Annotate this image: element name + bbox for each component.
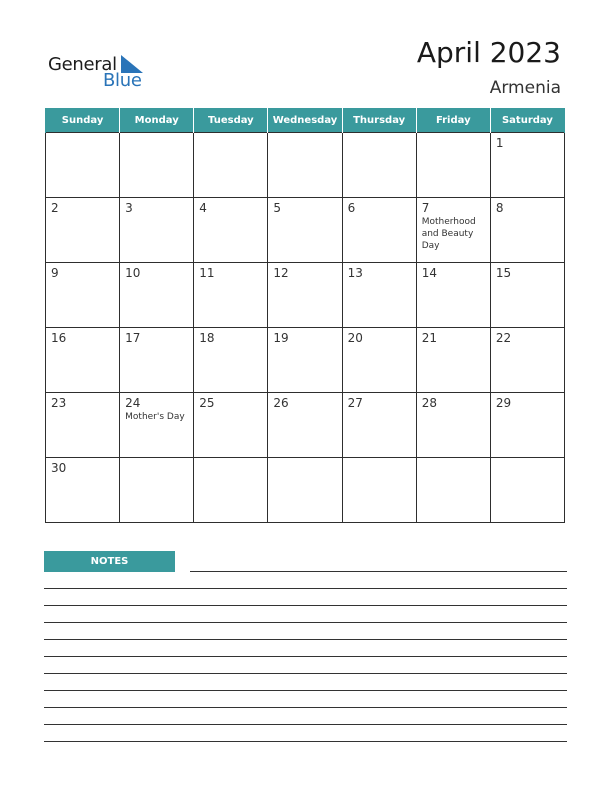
calendar-day-cell <box>416 198 490 263</box>
holiday-label: Mother's Day <box>125 412 185 422</box>
calendar-day-cell <box>194 393 268 458</box>
weekday-header: Monday <box>120 108 194 133</box>
day-number: 5 <box>273 201 282 215</box>
calendar-day-cell <box>342 133 416 198</box>
day-number: 21 <box>421 331 437 345</box>
logo-word-blue: Blue <box>103 70 142 91</box>
day-number: 7 <box>421 201 430 215</box>
notes-writing-line <box>44 656 567 657</box>
day-number: 14 <box>421 266 437 280</box>
calendar-day-cell <box>342 393 416 458</box>
day-number: 19 <box>273 331 289 345</box>
calendar-day-cell <box>46 393 120 458</box>
calendar-day-cell <box>490 458 564 523</box>
calendar-day-cell <box>120 198 194 263</box>
holiday-label: Motherhood and Beauty Day <box>421 217 476 251</box>
notes-writing-line <box>44 639 567 640</box>
calendar-day-cell <box>416 133 490 198</box>
calendar-day-cell <box>120 393 194 458</box>
calendar-day-cell <box>416 263 490 328</box>
calendar-day-cell <box>194 458 268 523</box>
calendar-day-cell <box>46 458 120 523</box>
day-number: 11 <box>199 266 215 280</box>
day-number: 18 <box>199 331 215 345</box>
weekday-header: Sunday <box>46 108 120 133</box>
day-number: 23 <box>51 396 67 410</box>
day-number: 8 <box>495 201 504 215</box>
calendar-day-cell <box>268 263 342 328</box>
calendar-day-cell <box>194 328 268 393</box>
day-number: 10 <box>125 266 141 280</box>
calendar-day-cell <box>46 263 120 328</box>
calendar-day-cell <box>416 328 490 393</box>
calendar-day-cell <box>268 328 342 393</box>
page-title: April 2023 <box>416 36 561 69</box>
day-number: 28 <box>421 396 437 410</box>
day-number: 25 <box>199 396 215 410</box>
calendar-day-cell <box>120 328 194 393</box>
calendar-day-cell <box>194 263 268 328</box>
day-number: 3 <box>125 201 133 215</box>
day-number: 22 <box>495 331 512 345</box>
calendar-day-cell <box>342 198 416 263</box>
day-number: 6 <box>347 201 356 215</box>
notes-writing-line <box>190 571 567 572</box>
calendar-week-row <box>46 198 565 263</box>
weekday-header-row <box>46 108 565 133</box>
weekday-header: Saturday <box>490 108 564 133</box>
day-number: 4 <box>199 201 207 215</box>
generalblue-logo <box>48 52 158 92</box>
calendar-week-row <box>46 458 565 523</box>
calendar-day-cell <box>416 393 490 458</box>
notes-writing-line <box>44 673 567 674</box>
calendar-day-cell <box>416 458 490 523</box>
calendar-day-cell <box>268 133 342 198</box>
day-number: 1 <box>495 136 504 150</box>
day-number: 29 <box>495 396 512 410</box>
calendar-week-row <box>46 263 565 328</box>
weekday-header: Tuesday <box>194 108 268 133</box>
country-subtitle: Armenia <box>489 78 561 98</box>
calendar-day-cell <box>268 458 342 523</box>
calendar-day-cell <box>490 198 564 263</box>
calendar-week-row <box>46 328 565 393</box>
day-number: 9 <box>51 266 59 280</box>
notes-label: NOTES <box>44 551 175 572</box>
calendar-day-cell <box>194 198 268 263</box>
day-number: 2 <box>51 201 59 215</box>
calendar-week-row <box>46 133 565 198</box>
calendar-day-cell <box>490 133 564 198</box>
weekday-header: Wednesday <box>268 108 342 133</box>
calendar-day-cell <box>490 328 564 393</box>
calendar-day-cell <box>342 458 416 523</box>
calendar-day-cell <box>490 263 564 328</box>
day-number: 27 <box>347 396 363 410</box>
day-number: 15 <box>495 266 512 280</box>
notes-writing-line <box>44 605 567 606</box>
calendar-day-cell <box>46 328 120 393</box>
calendar-day-cell <box>46 198 120 263</box>
weekday-header: Friday <box>416 108 490 133</box>
calendar-day-cell <box>120 263 194 328</box>
day-number: 26 <box>273 396 289 410</box>
day-number: 16 <box>51 331 67 345</box>
day-number: 13 <box>347 266 363 280</box>
calendar-day-cell <box>490 393 564 458</box>
calendar-day-cell <box>46 133 120 198</box>
calendar-day-cell <box>268 393 342 458</box>
notes-writing-line <box>44 741 567 742</box>
weekday-header: Thursday <box>342 108 416 133</box>
day-number: 12 <box>273 266 289 280</box>
notes-writing-line <box>44 690 567 691</box>
notes-writing-line <box>44 707 567 708</box>
calendar-week-row <box>46 393 565 458</box>
calendar-day-cell <box>268 198 342 263</box>
calendar-day-cell <box>342 328 416 393</box>
calendar-day-cell <box>120 133 194 198</box>
day-number: 24 <box>125 396 141 410</box>
calendar-day-cell <box>342 263 416 328</box>
notes-writing-line <box>44 724 567 725</box>
logo-word-general: General <box>48 54 117 75</box>
day-number: 30 <box>51 461 67 475</box>
calendar-day-cell <box>194 133 268 198</box>
calendar-day-cell <box>120 458 194 523</box>
day-number: 20 <box>347 331 363 345</box>
notes-writing-line <box>44 622 567 623</box>
day-number: 17 <box>125 331 141 345</box>
notes-writing-line <box>44 588 567 589</box>
calendar-grid <box>45 108 565 523</box>
